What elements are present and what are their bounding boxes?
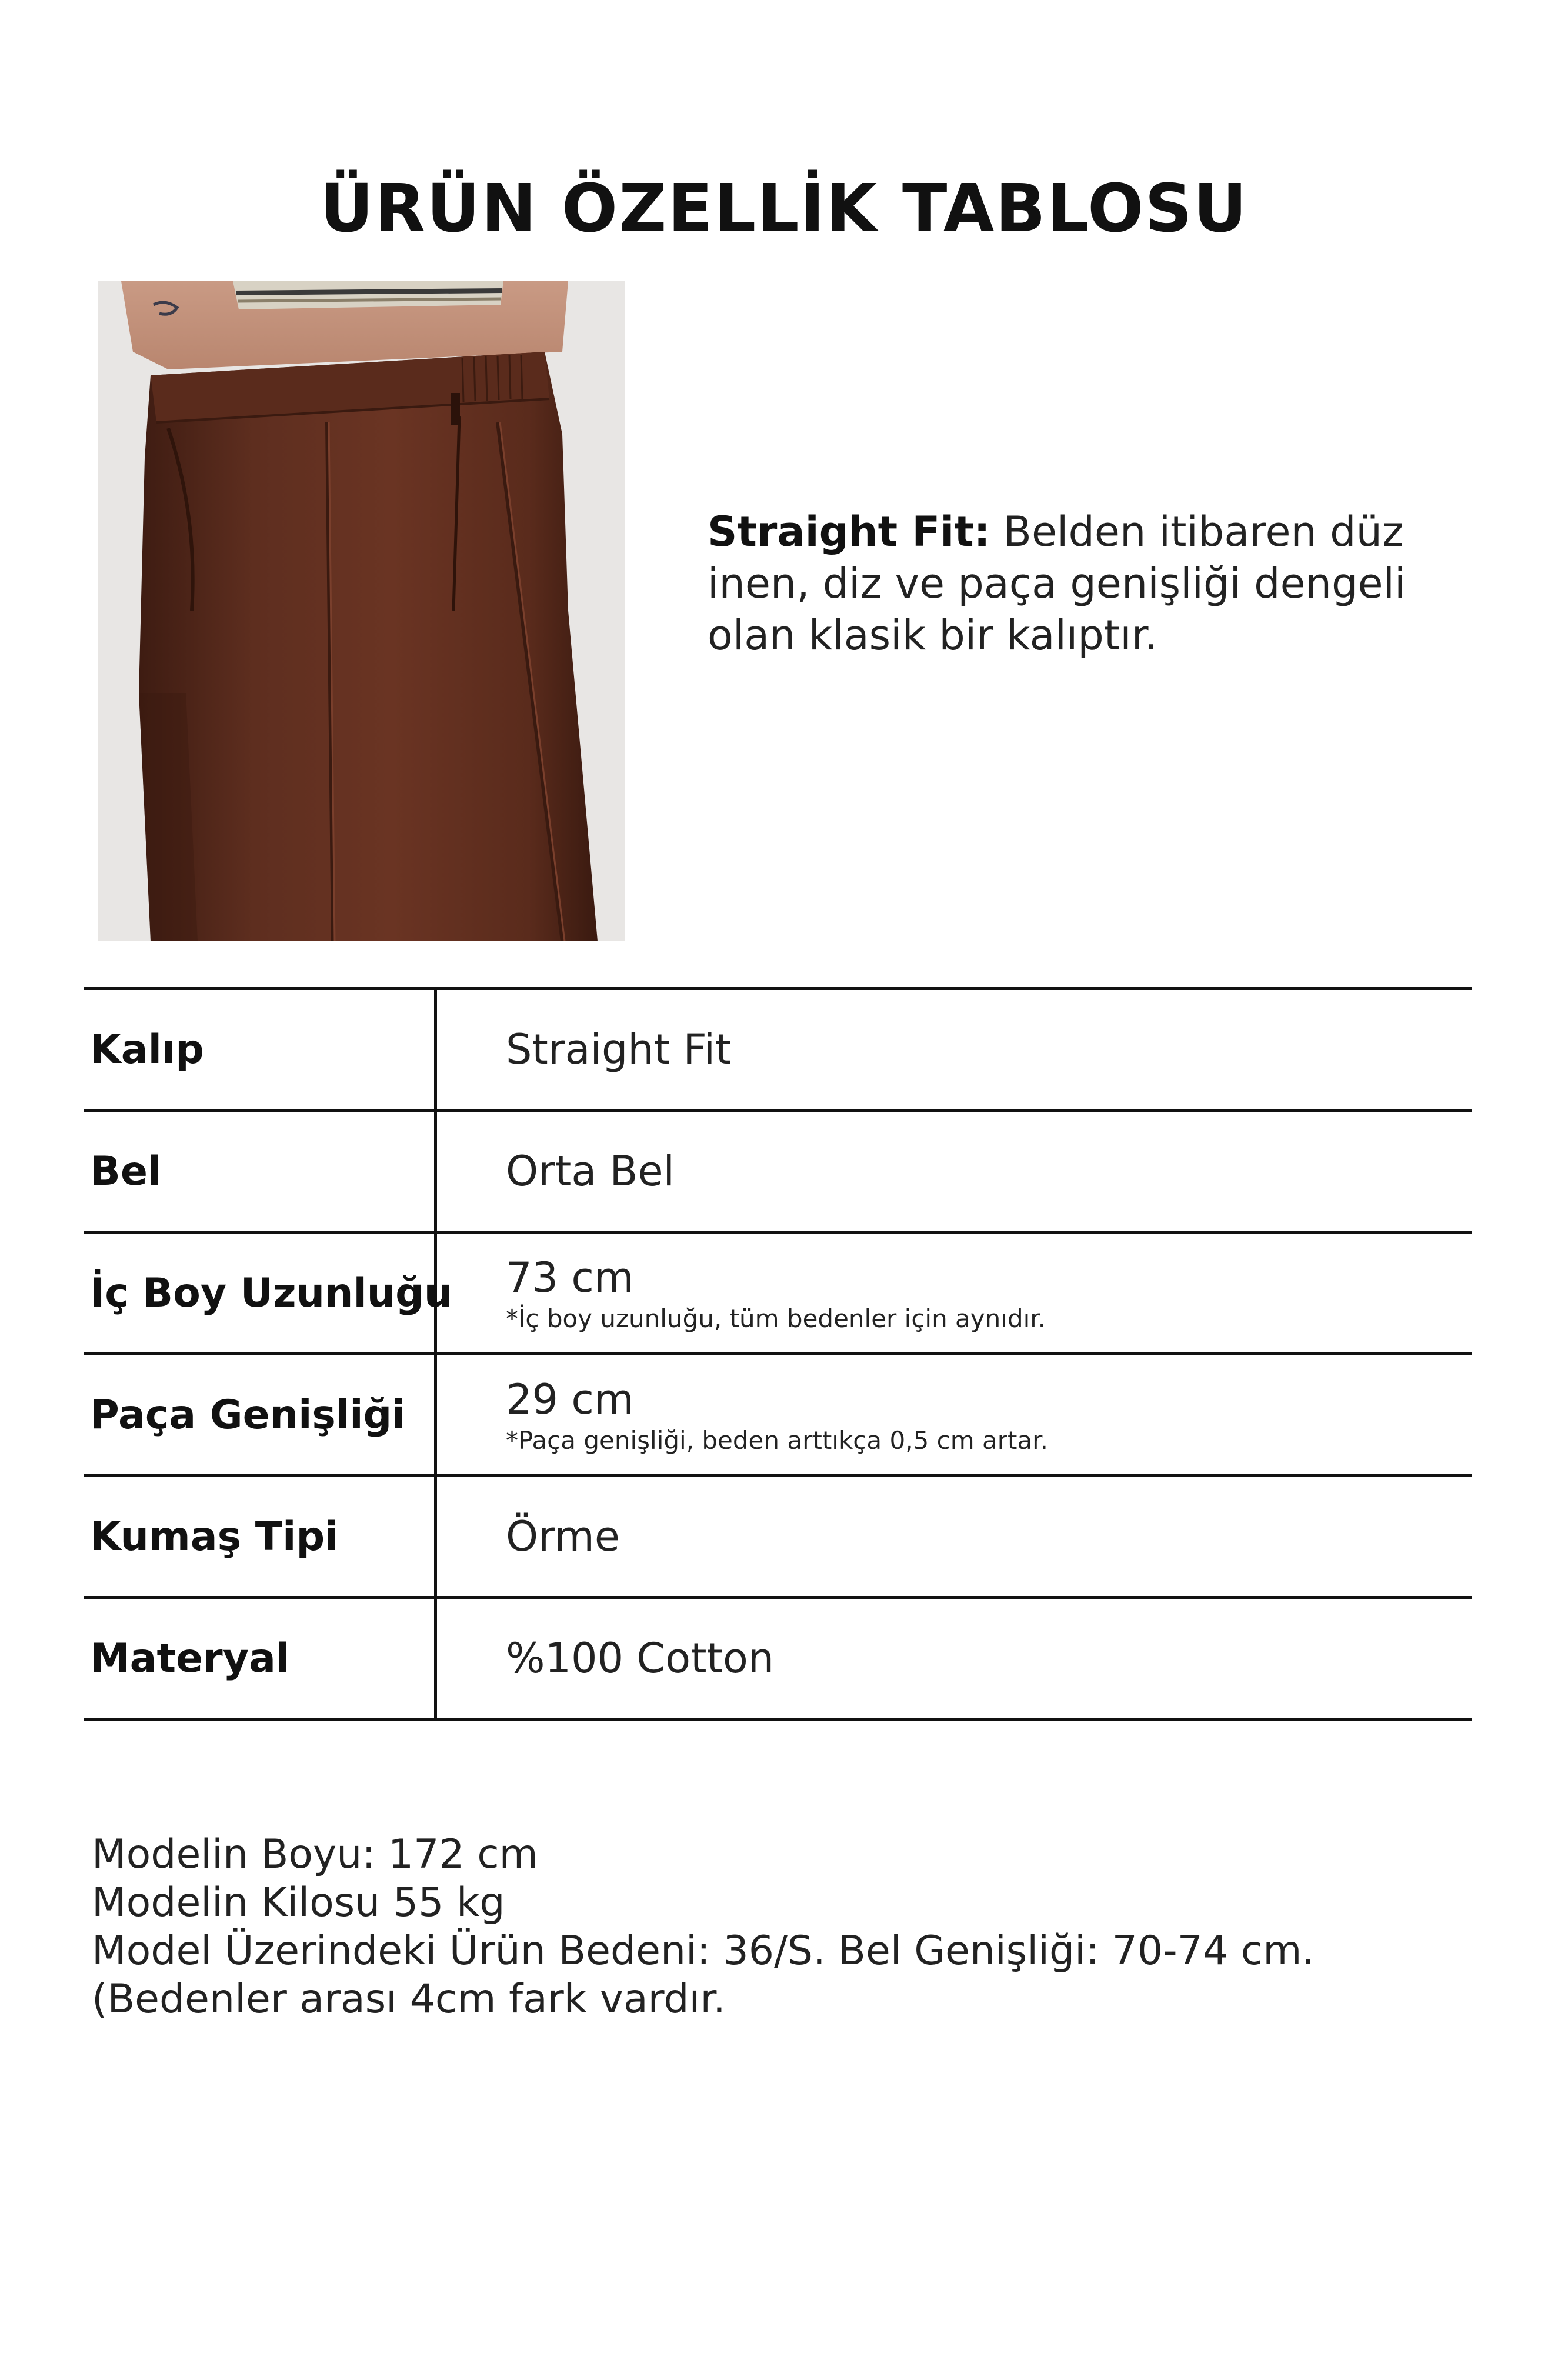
model-weight: Modelin Kilosu 55 kg — [92, 1879, 505, 1926]
product-photo — [98, 281, 625, 941]
table-row — [84, 1477, 1472, 1599]
table-row — [84, 990, 1472, 1112]
table-row — [84, 1599, 1472, 1721]
table-row — [84, 1234, 1472, 1355]
model-size-info: Model Üzerindeki Ürün Bedeni: 36/S. Bel Genişliği: 70-74 cm. (Bedenler arası 4cm fark vardır. — [92, 1928, 1315, 2022]
product-spec-table — [84, 987, 1472, 1721]
fit-description-text: Belden itibaren düz inen, diz ve paça genişliği dengeli olan klasik bir kalıptır. — [708, 508, 1406, 659]
row-label: Paça Genişliği — [90, 1391, 406, 1438]
model-info — [92, 1831, 1480, 2024]
table-row — [84, 1112, 1472, 1234]
row-value-cell — [506, 1477, 620, 1596]
column-divider — [434, 990, 437, 1112]
row-value-cell — [506, 1355, 1048, 1474]
row-value: 73 cm — [506, 1253, 634, 1302]
column-divider — [434, 1599, 437, 1721]
row-note: *Paça genişliği, beden arttıkça 0,5 cm artar. — [506, 1425, 1048, 1455]
model-height: Modelin Boyu: 172 cm — [92, 1831, 538, 1878]
row-value-cell — [506, 1599, 774, 1718]
row-value: Örme — [506, 1512, 620, 1561]
row-value-cell — [506, 1112, 675, 1231]
row-label: İç Boy Uzunluğu — [90, 1269, 453, 1317]
column-divider — [434, 1355, 437, 1477]
row-value: Orta Bel — [506, 1147, 675, 1195]
row-note: *İç boy uzunluğu, tüm bedenler için aynıdır. — [506, 1304, 1046, 1333]
row-label: Bel — [90, 1148, 162, 1195]
page-title: ÜRÜN ÖZELLİK TABLOSU — [320, 171, 1248, 247]
column-divider — [434, 1477, 437, 1599]
table-row — [84, 1355, 1472, 1477]
fit-description — [708, 506, 1490, 661]
trousers-illustration — [98, 281, 625, 941]
fit-description-label: Straight Fit: — [708, 508, 990, 556]
row-value-cell — [506, 990, 732, 1109]
row-value: Straight Fit — [506, 1025, 732, 1074]
row-label: Kalıp — [90, 1026, 204, 1073]
column-divider — [434, 1112, 437, 1234]
row-value: 29 cm — [506, 1375, 634, 1424]
row-label: Materyal — [90, 1635, 290, 1682]
row-value: %100 Cotton — [506, 1634, 775, 1682]
row-value-cell — [506, 1234, 1046, 1352]
row-label: Kumaş Tipi — [90, 1513, 339, 1560]
